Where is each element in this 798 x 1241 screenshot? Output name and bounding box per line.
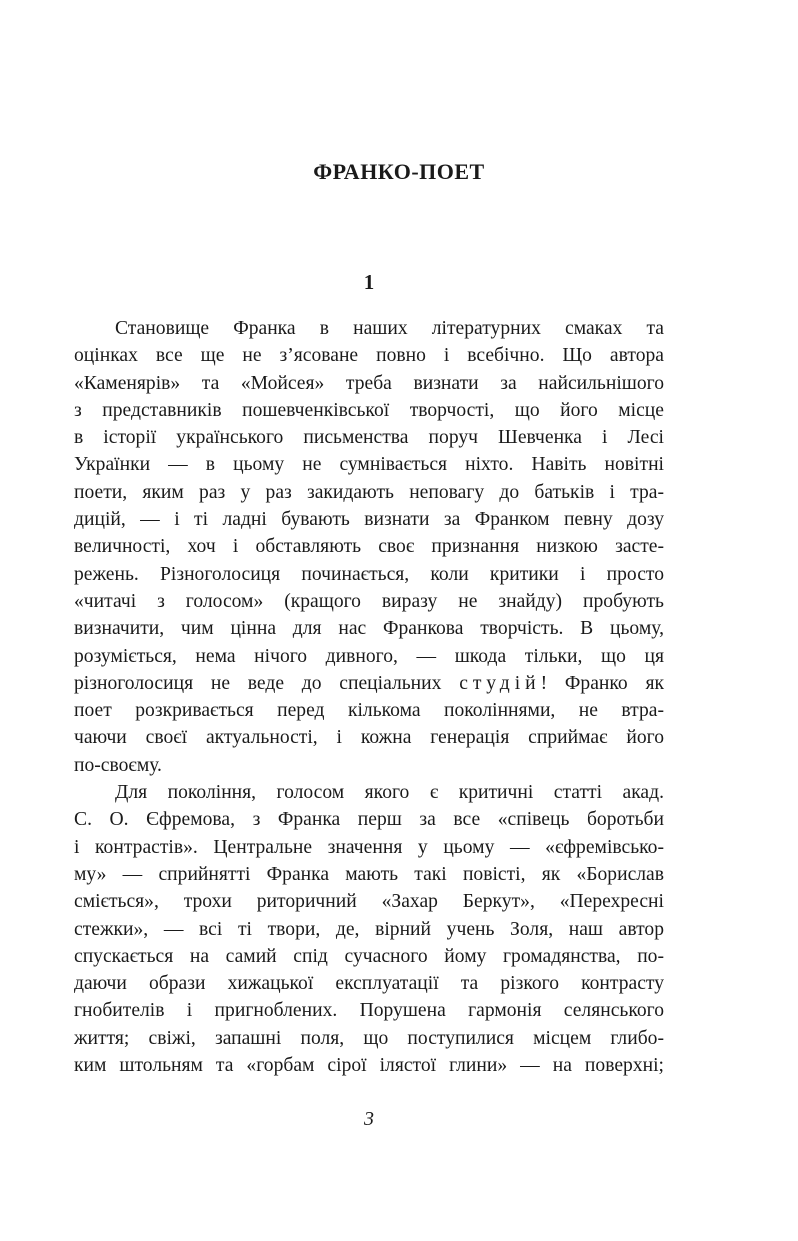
text-span: в історії українського письменства поруч Шевченка і Лесі (74, 427, 664, 449)
text-line (74, 424, 664, 451)
text-span: різноголосиця не веде до спеціальних (74, 672, 460, 694)
emphasized-word: студій (459, 672, 541, 694)
text-line (74, 697, 664, 724)
text-span: величності, хоч і обставляють своє признання низкою засте- (74, 536, 664, 558)
text-line (74, 533, 664, 560)
text-line (74, 342, 664, 369)
text-span: режень. Різноголосиця починається, коли критики і просто (74, 563, 664, 585)
text-line (74, 315, 664, 342)
text-line (74, 752, 664, 779)
text-span: поет розкривається перед кількома поколіннями, не втра- (74, 700, 664, 722)
section-number: 1 (363, 270, 375, 294)
text-line (74, 561, 664, 588)
text-span: гнобителів і пригноблених. Порушена гармонія селянського (74, 1000, 664, 1022)
paragraph (74, 315, 664, 779)
text-span: життя; свіжі, запашні поля, що поступилися місцем глибо- (74, 1027, 664, 1049)
text-span: стежки», — всі ті твори, де, вірний учень Золя, наш автор (74, 918, 664, 940)
text-span: ким штольням та «горбам сірої ілястої глини» — на поверхні; (74, 1055, 664, 1077)
text-line (74, 1052, 664, 1079)
text-line (74, 888, 664, 915)
text-line (74, 943, 664, 970)
text-span: розуміється, нема нічого дивного, — шкода тільки, що ця (74, 645, 664, 667)
text-span: Українки — в цьому не сумнівається ніхто. Навіть новітні (74, 454, 664, 476)
page-title: ФРАНКО-ПОЕТ (313, 159, 485, 184)
text-span: оцінках все ще не з’ясоване повно і всебічно. Що автора (74, 345, 664, 367)
text-line (74, 779, 664, 806)
text-line (74, 506, 664, 533)
text-line (74, 615, 664, 642)
text-span: чаючи своєї актуальності, і кожна генерація сприймає його (74, 727, 664, 749)
text-line (74, 997, 664, 1024)
text-span: «читачі з голосом» (кращого виразу не знайду) пробують (74, 590, 664, 612)
page-number: 3 (364, 1108, 374, 1130)
text-span: С. О. Єфремова, з Франка перш за все «співець боротьби (74, 809, 664, 831)
text-span: спускається на самий спід сучасного йому громадянства, по- (74, 945, 664, 967)
text-span: визначити, чим цінна для нас Франкова творчість. В цьому, (74, 618, 664, 640)
text-span: Становище Франка в наших літературних смаках та (115, 318, 664, 339)
text-line (74, 370, 664, 397)
text-span: сміється», трохи риторичний «Захар Беркут», «Перехресні (74, 891, 664, 913)
text-line (74, 724, 664, 751)
text-span: по-своєму. (74, 754, 162, 776)
paragraph (74, 779, 664, 1079)
text-line (74, 479, 664, 506)
text-span: му» — сприйнятті Франка мають такі повісті, як «Борислав (74, 863, 664, 885)
text-span: Для покоління, голосом якого є критичні статті акад. (115, 782, 664, 804)
text-span: «Каменярів» та «Мойсея» треба визнати за найсильнішого (74, 372, 664, 394)
text-line (74, 1025, 664, 1052)
text-line (74, 588, 664, 615)
text-span: з представників пошевченківської творчості, що його місце (74, 399, 664, 421)
text-line (74, 916, 664, 943)
text-span: ! Франко як (540, 672, 664, 694)
text-span: дицій, — і ті ладні бувають визнати за Франком певну дозу (74, 509, 664, 531)
text-span: поети, яким раз у раз закидають неповагу до батьків і тра- (74, 481, 664, 503)
text-line (74, 670, 664, 697)
body-text (74, 315, 664, 1079)
text-line (74, 806, 664, 833)
text-line (74, 861, 664, 888)
text-line (74, 970, 664, 997)
text-line (74, 643, 664, 670)
text-line (74, 834, 664, 861)
text-span: і контрастів». Центральне значення у цьому — «єфремівсько- (74, 836, 664, 858)
text-line (74, 397, 664, 424)
text-span: даючи образи хижацької експлуатації та різкого контрасту (74, 973, 664, 995)
text-line (74, 451, 664, 478)
